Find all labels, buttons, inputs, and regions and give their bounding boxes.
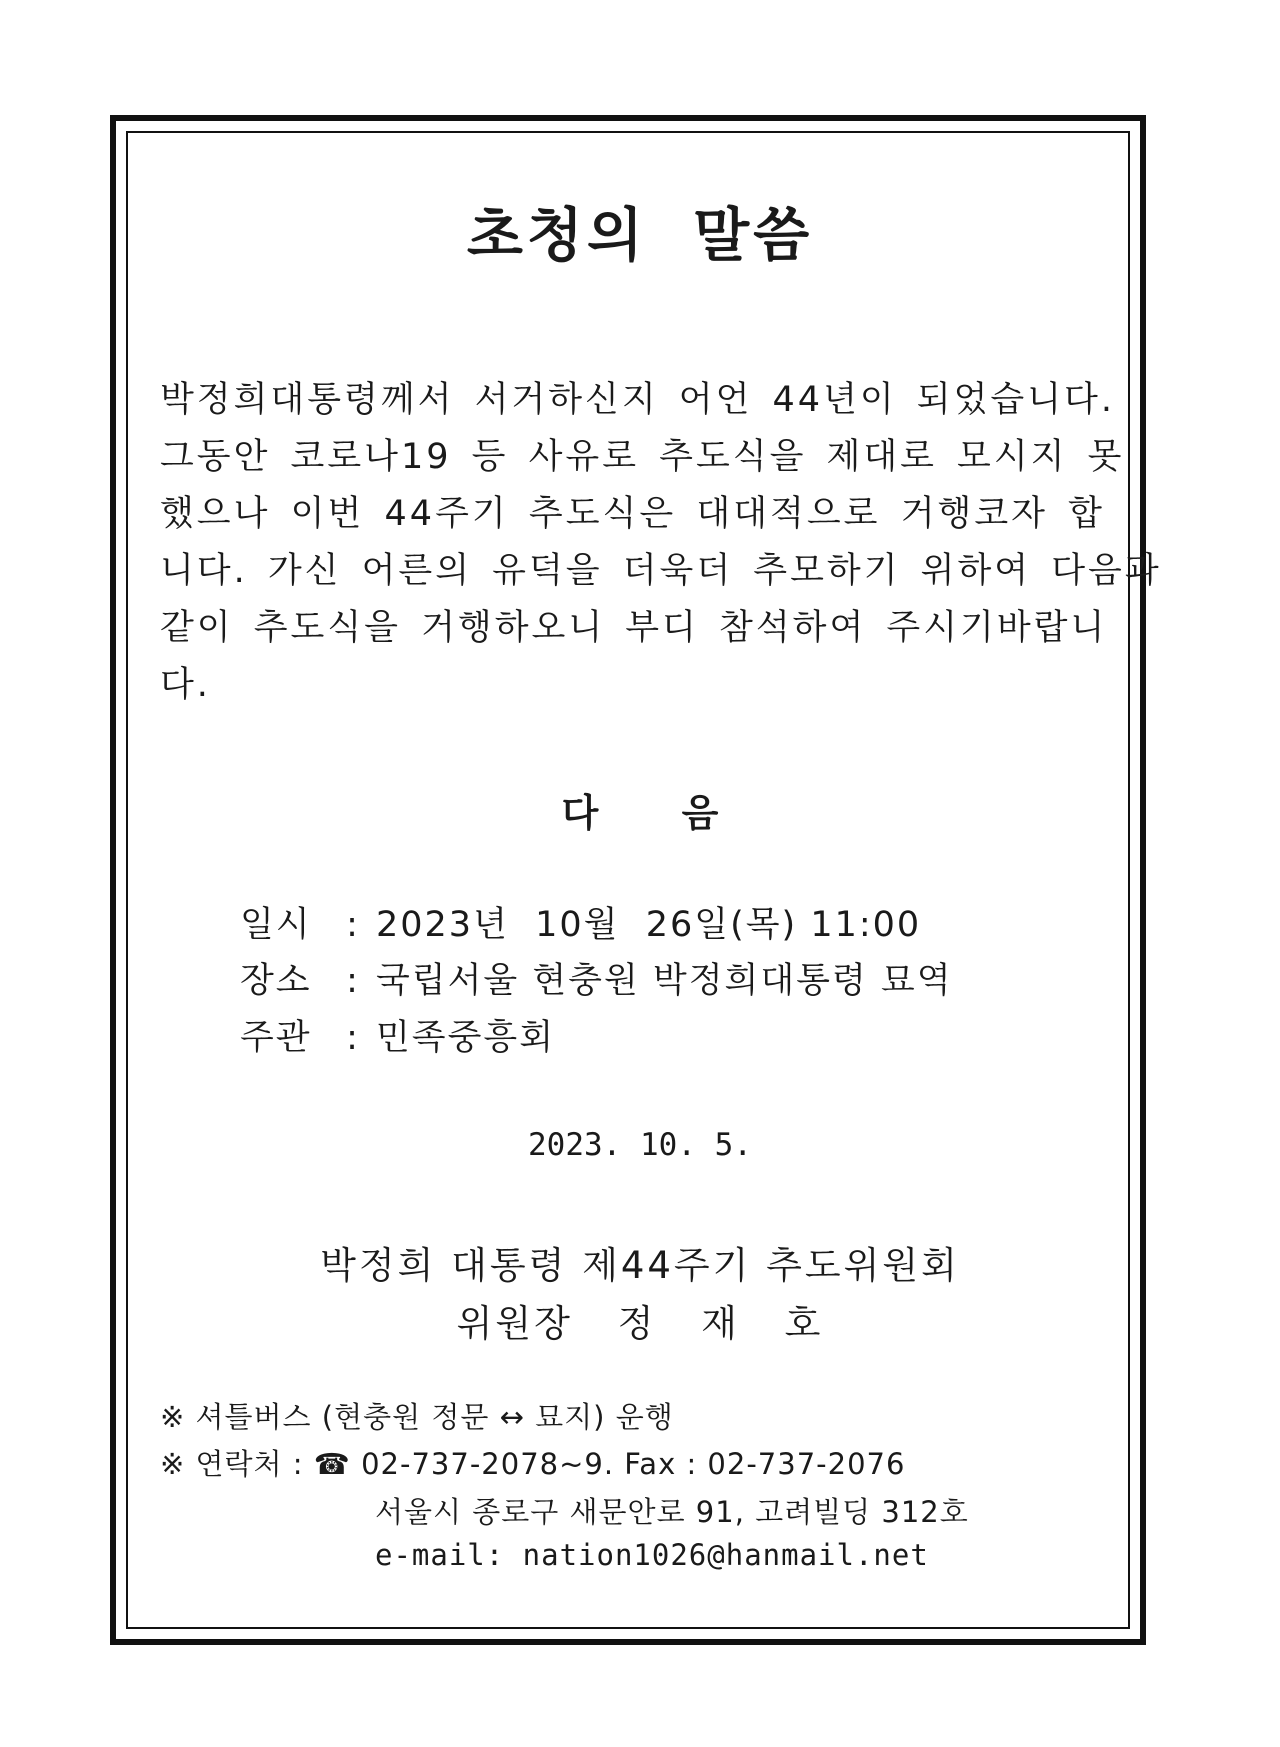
detail-value: 민족중흥회 (376, 1018, 556, 1058)
detail-host (240, 1010, 555, 1060)
detail-separator: : (346, 905, 360, 945)
detail-separator: : (346, 961, 360, 1001)
detail-datetime (240, 897, 921, 947)
detail-label: 주관 (240, 1018, 312, 1058)
detail-place (240, 953, 953, 1003)
detail-label: 장소 (240, 961, 312, 1001)
detail-value: 국립서울 현충원 박정희대통령 묘역 (376, 961, 953, 1001)
issue-date: 2023. 10. 5. (528, 1127, 752, 1163)
detail-value: 2023년 10월 26일(목) 11:00 (376, 905, 922, 945)
body-line: 했으나 이번 44주기 추도식은 대대적으로 거행코자 합 (160, 494, 1105, 534)
invitation-body (160, 372, 1162, 714)
address: 서울시 종로구 새문안로 91, 고려빌딩 312호 (375, 1495, 969, 1529)
page-title: 초청의 말씀 (466, 201, 814, 269)
body-line: 니다. 가신 어른의 유덕을 더욱더 추모하기 위하여 다음과 (160, 551, 1162, 591)
detail-label: 일시 (240, 905, 312, 945)
shuttle-note: ※ 셔틀버스 (현충원 정문 ↔ 묘지) 운행 (160, 1400, 674, 1434)
body-line: 같이 추도식을 거행하오니 부디 참석하여 주시기바랍니 (160, 608, 1108, 648)
detail-separator: : (346, 1018, 360, 1058)
body-line: 다. (160, 665, 211, 705)
contact-note: ※ 연락처 : ☎ 02-737-2078~9. Fax : 02-737-2076 (160, 1447, 906, 1481)
committee-name: 박정희 대통령 제44주기 추도위원회 (320, 1244, 960, 1287)
body-line: 박정희대통령께서 서거하신지 어언 44년이 되었습니다. (160, 380, 1115, 420)
committee-chair: 위원장 정 재 호 (456, 1302, 824, 1345)
section-heading: 다 음 (561, 791, 719, 835)
body-line: 그동안 코로나19 등 사유로 추도식을 제대로 모시지 못 (160, 437, 1125, 477)
email: e-mail: nation1026@hanmail.net (375, 1538, 929, 1572)
